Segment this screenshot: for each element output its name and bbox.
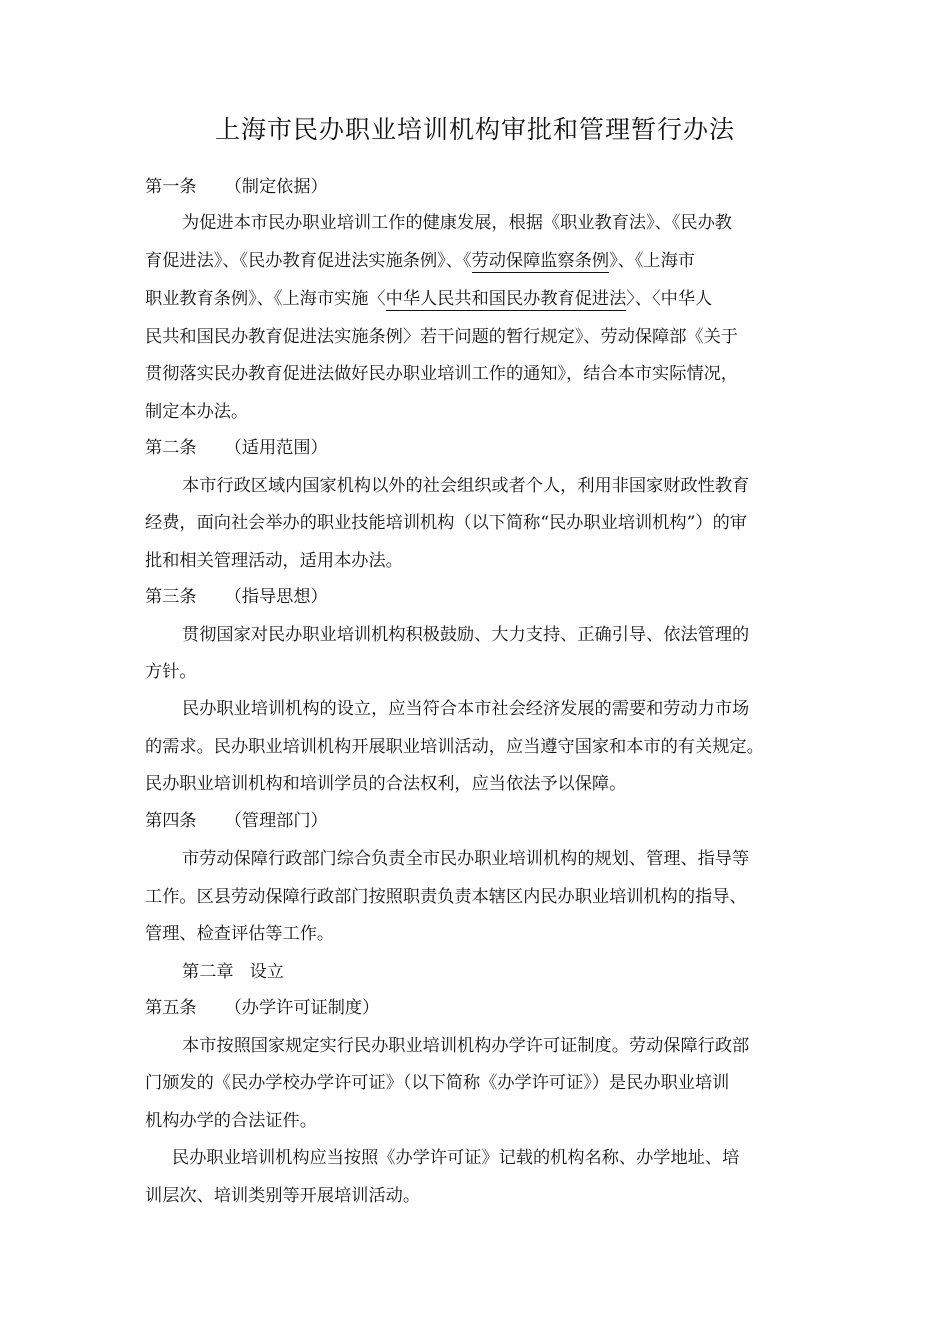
article-4-line-2: 工作。区县劳动保障行政部门按照职责负责本辖区内民办职业培训机构的指导、 <box>145 887 747 907</box>
article-1-line-3: 职业教育条例》、《上海市实施〈中华人民共和国民办教育促进法〉、〈中华人 <box>145 289 713 309</box>
article-3-line-1: 贯彻国家对民办职业培训机构积极鼓励、大力支持、正确引导、依法管理的 <box>182 625 750 645</box>
article-5-line-4: 民办职业培训机构应当按照《办学许可证》记载的机构名称、办学地址、培 <box>172 1148 740 1168</box>
article-4-line-3: 管理、检查评估等工作。 <box>145 924 335 944</box>
article-1-line-4: 民共和国民办教育促进法实施条例〉若干问题的暂行规定》、劳动保障部《关于 <box>145 327 738 347</box>
article-1-label: （制定依据） <box>224 177 328 197</box>
article-1-heading <box>145 172 328 197</box>
article-3-line-4: 的需求。民办职业培训机构开展职业培训活动，应当遵守国家和本市的有关规定。 <box>145 737 764 757</box>
article-2-line-2: 经费，面向社会举办的职业技能培训机构（以下简称“民办职业培训机构”）的审 <box>145 513 747 533</box>
article-4-line-1: 市劳动保障行政部门综合负责全市民办职业培训机构的规划、管理、指导等 <box>182 849 750 869</box>
article-3-line-5: 民办职业培训机构和培训学员的合法权利，应当依法予以保障。 <box>145 774 627 794</box>
law-link-labor-security-supervision[interactable]: 劳动保障监察条例 <box>471 251 610 271</box>
article-4-label: （管理部门） <box>224 811 328 831</box>
article-5-line-1: 本市按照国家规定实行民办职业培训机构办学许可证制度。劳动保障行政部 <box>182 1036 750 1056</box>
article-4-number: 第四条 <box>145 811 197 831</box>
article-5-line-5: 训层次、培训类别等开展培训活动。 <box>145 1186 421 1206</box>
article-1-number: 第一条 <box>145 177 197 197</box>
article-3-heading <box>145 582 328 607</box>
document-title: 上海市民办职业培训机构审批和管理暂行办法 <box>214 115 735 144</box>
article-3-label: （指导思想） <box>224 587 328 607</box>
article-1-line-5: 贯彻落实民办教育促进法做好民办职业培训工作的通知》，结合本市实际情况， <box>145 364 738 384</box>
article-3-line-3: 民办职业培训机构的设立，应当符合本市社会经济发展的需要和劳动力市场 <box>182 699 750 719</box>
chapter-2-name: 设立 <box>249 962 284 982</box>
article-5-heading <box>145 993 379 1018</box>
article-1-line-1: 为促进本市民办职业培训工作的健康发展，根据《职业教育法》、《民办教 <box>182 213 732 233</box>
article-2-line-3: 批和相关管理活动，适用本办法。 <box>145 551 403 571</box>
article-3-line-2: 方针。 <box>145 662 197 682</box>
article-2-heading <box>145 433 328 458</box>
law-link-private-education-promotion[interactable]: 中华人民共和国民办教育促进法 <box>385 289 627 309</box>
article-1-line-2: 育促进法》、《民办教育促进法实施条例》、《劳动保障监察条例》、《上海市 <box>145 251 695 271</box>
article-1-line-6: 制定本办法。 <box>145 402 249 422</box>
article-5-number: 第五条 <box>145 998 197 1018</box>
article-5-line-3: 机构办学的合法证件。 <box>145 1111 317 1131</box>
article-2-line-1: 本市行政区域内国家机构以外的社会组织或者个人，利用非国家财政性教育 <box>182 476 750 496</box>
article-5-line-2: 门颁发的《民办学校办学许可证》（以下简称《办学许可证》）是民办职业培训 <box>145 1073 730 1093</box>
chapter-2-heading <box>182 957 284 982</box>
chapter-2-number: 第二章 <box>182 962 234 982</box>
article-3-number: 第三条 <box>145 587 197 607</box>
article-2-label: （适用范围） <box>224 438 328 458</box>
article-5-label: （办学许可证制度） <box>224 998 380 1018</box>
article-2-number: 第二条 <box>145 438 197 458</box>
article-4-heading <box>145 806 328 831</box>
